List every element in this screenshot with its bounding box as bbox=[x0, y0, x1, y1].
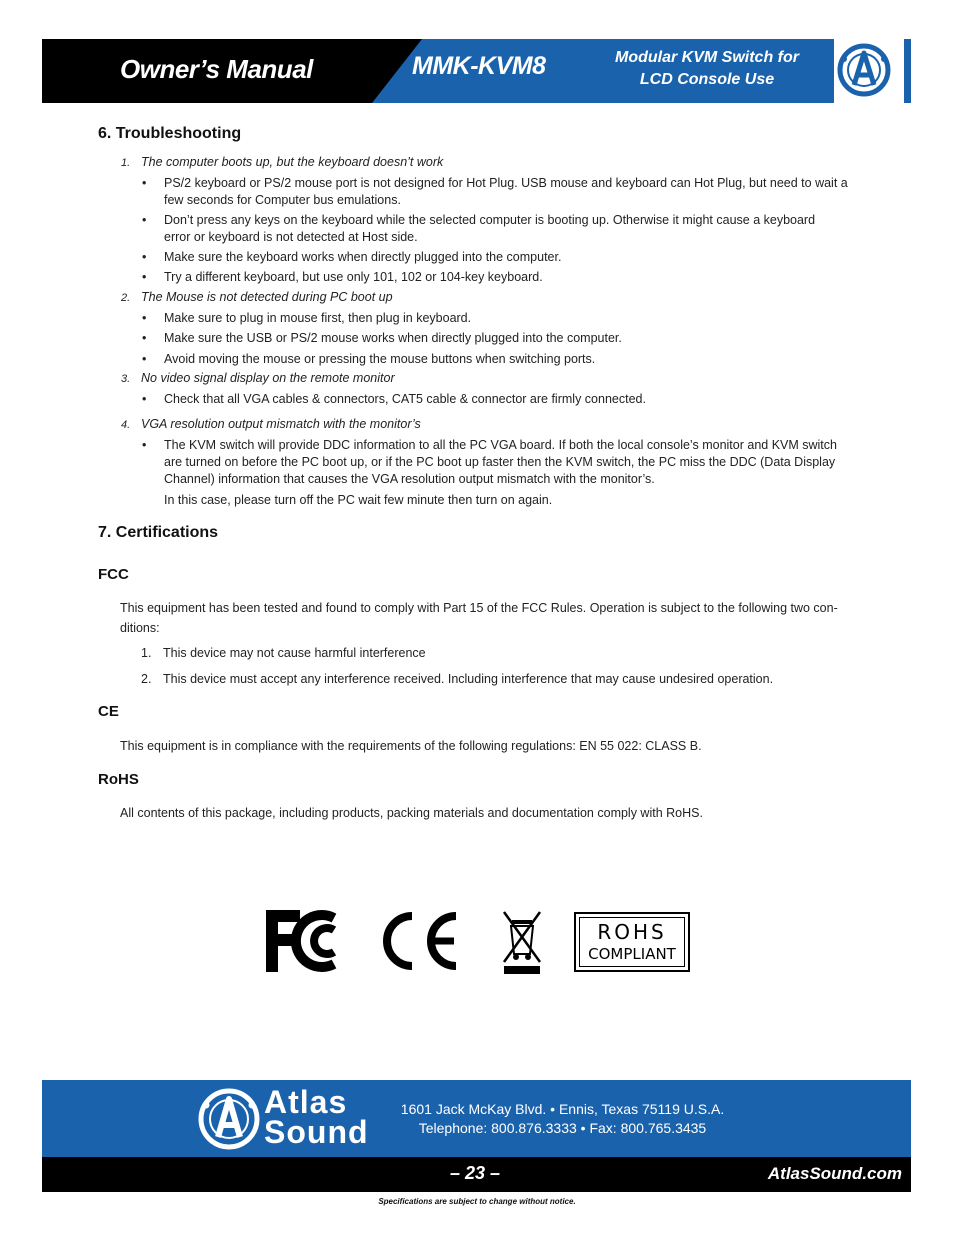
atlas-logo-box bbox=[834, 39, 911, 103]
issue-title bbox=[121, 371, 395, 385]
bullet-line: Make sure the USB or PS/2 mouse works when directly plugged into the computer. bbox=[164, 331, 622, 345]
section-heading-certifications: 7. Certifications bbox=[98, 524, 219, 541]
company-phone: Telephone: 800.876.3333 • Fax: 800.765.3435 bbox=[418, 1120, 707, 1136]
website-link[interactable]: AtlasSound.com bbox=[767, 1164, 902, 1183]
brand-line-1: Atlas bbox=[264, 1084, 348, 1120]
atlas-sound-emblem-icon bbox=[196, 1085, 262, 1153]
ce-heading: CE bbox=[98, 703, 119, 720]
description-line-1: Modular KVM Switch for bbox=[615, 49, 799, 66]
manual-title: Owner’s Manual bbox=[120, 54, 313, 84]
crossed-bin-icon bbox=[500, 908, 544, 976]
condition-text: This device may not cause harmful interference bbox=[163, 646, 426, 660]
issue-title bbox=[121, 290, 393, 304]
ce-paragraph: This equipment is in compliance with the requirements of the following regulations: EN 55 022: CLASS B. bbox=[120, 739, 702, 753]
rohs-paragraph: All contents of this package, including products, packing materials and documentation comply with RoHS. bbox=[120, 806, 703, 820]
rohs-badge-title: ROHS bbox=[597, 920, 667, 944]
fcc-condition bbox=[141, 646, 426, 660]
bullet-item: • Avoid moving the mouse or pressing the mouse buttons when switching ports. bbox=[164, 351, 864, 368]
issue-title-text: The computer boots up, but the keyboard doesn’t work bbox=[141, 155, 444, 169]
bullet-line: Try a different keyboard, but use only 101, 102 or 104-key keyboard. bbox=[164, 270, 543, 284]
bullet-item: • Make sure to plug in mouse first, then plug in keyboard. bbox=[164, 310, 864, 327]
page-number: – 23 – bbox=[450, 1163, 501, 1183]
issue-number: 2. bbox=[121, 292, 131, 304]
bullet-line: Avoid moving the mouse or pressing the mouse buttons when switching ports. bbox=[164, 352, 596, 366]
bullet-line: PS/2 keyboard or PS/2 mouse port is not designed for Hot Plug. USB mouse and keyboard can Hot Plug, but need to wait a bbox=[164, 176, 848, 190]
ce-mark-icon bbox=[376, 912, 466, 970]
condition-number: 1. bbox=[141, 646, 152, 660]
condition-number: 2. bbox=[141, 672, 152, 686]
issue-number: 1. bbox=[121, 157, 131, 169]
issue-title-text: VGA resolution output mismatch with the monitor’s bbox=[141, 417, 421, 431]
rohs-compliant-badge bbox=[574, 912, 690, 972]
bullet-item: • The KVM switch will provide DDC information to all the PC VGA board. If both the local console’s monitor and KVM switch are turned on before the PC boot up, or if the PC boot up faster then the KVM switch, the PC miss the DDC (Data Display Channel) information that causes the VGA resolution output mismatch with the monitor’s. bbox=[164, 437, 864, 488]
compliance-logos bbox=[258, 900, 698, 980]
bullet-line: The KVM switch will provide DDC information to all the PC VGA board. If both the local console’s monitor and KVM switch bbox=[164, 438, 837, 452]
issue-number: 3. bbox=[121, 373, 131, 385]
bullet-line: Don’t press any keys on the keyboard while the selected computer is booting up. Otherwise it might cause a keyboard bbox=[164, 213, 816, 227]
bullet-line: few seconds for Computer bus emulations. bbox=[164, 193, 401, 207]
brand-line-2: Sound bbox=[264, 1114, 369, 1150]
fcc-heading: FCC bbox=[98, 566, 129, 583]
product-description bbox=[582, 47, 832, 91]
bullet-line: Channel) information that causes the VGA resolution output mismatch with the monitor’s. bbox=[164, 472, 655, 486]
bullet-item: • Make sure the keyboard works when directly plugged into the computer. bbox=[164, 249, 864, 266]
condition-text: This device must accept any interference received. Including interference that may cause undesired operation. bbox=[163, 672, 774, 686]
bullet-item: • Make sure the USB or PS/2 mouse works when directly plugged into the computer. bbox=[164, 330, 864, 347]
bullet-item: • Don’t press any keys on the keyboard while the selected computer is booting up. Otherwise it might cause a keyboard error or keyboard is not detected at Host side. bbox=[164, 212, 864, 246]
issue-title bbox=[121, 155, 443, 169]
section-heading-troubleshooting: 6. Troubleshooting bbox=[98, 125, 242, 142]
bullet-line: Make sure to plug in mouse first, then plug in keyboard. bbox=[164, 311, 472, 325]
rohs-heading: RoHS bbox=[98, 771, 139, 788]
fcc-paragraph bbox=[120, 598, 860, 638]
fcc-line: This equipment has been tested and found to comply with Part 15 of the FCC Rules. Operation is subject to the following two con- bbox=[120, 601, 838, 615]
issue-number: 4. bbox=[121, 419, 131, 431]
bullet-item: • Check that all VGA cables & connectors, CAT5 cable & connector are firmly connected. bbox=[164, 391, 864, 408]
company-contact bbox=[390, 1100, 735, 1138]
model-name: MMK-KVM8 bbox=[412, 52, 546, 80]
issue-title bbox=[121, 417, 421, 431]
brand-name bbox=[264, 1084, 369, 1150]
issue-title-text: The Mouse is not detected during PC boot up bbox=[141, 290, 393, 304]
bullet-line: Check that all VGA cables & connectors, CAT5 cable & connector are firmly connected. bbox=[164, 392, 646, 406]
bullet-continuation: In this case, please turn off the PC wait few minute then turn on again. bbox=[164, 493, 553, 507]
bullet-item: • PS/2 keyboard or PS/2 mouse port is not designed for Hot Plug. USB mouse and keyboard can Hot Plug, but need to wait a few seconds for Computer bus emulations. bbox=[164, 175, 864, 209]
bullet-line: Make sure the keyboard works when directly plugged into the computer. bbox=[164, 250, 562, 264]
fcc-logo-icon bbox=[264, 908, 356, 974]
rohs-badge-subtitle: COMPLIANT bbox=[588, 945, 676, 963]
fcc-line: ditions: bbox=[120, 621, 160, 635]
atlas-emblem-icon bbox=[836, 41, 896, 101]
issue-title-text: No video signal display on the remote monitor bbox=[141, 371, 395, 385]
description-line-2: LCD Console Use bbox=[639, 71, 775, 88]
company-address: 1601 Jack McKay Blvd. • Ennis, Texas 75119 U.S.A. bbox=[400, 1101, 725, 1117]
fcc-condition bbox=[141, 672, 773, 686]
page-header bbox=[42, 39, 911, 103]
bullet-item: • Try a different keyboard, but use only 101, 102 or 104-key keyboard. bbox=[164, 269, 864, 286]
bullet-line: are turned on before the PC boot up, or if the PC boot up faster then the KVM switch, the PC miss the DDC (Data Display bbox=[164, 455, 836, 469]
bullet-line: error or keyboard is not detected at Host side. bbox=[164, 230, 418, 244]
disclaimer-note: Specifications are subject to change without notice. bbox=[378, 1197, 576, 1206]
